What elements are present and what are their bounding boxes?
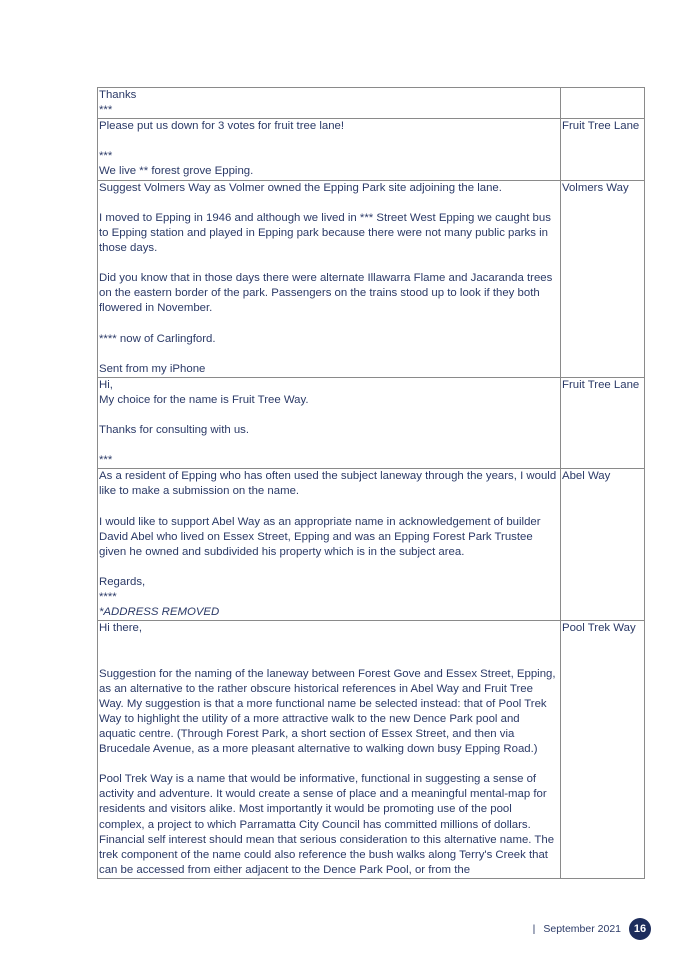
comment-line: *** (99, 104, 113, 117)
comment-line: Please put us down for 3 votes for fruit tree lane! (99, 120, 345, 133)
table-row (98, 621, 645, 879)
comment-paragraph: As a resident of Epping who has often used the subject laneway through the years, I would like to make a submission on the name. (99, 470, 557, 498)
footer-separator: | (532, 923, 536, 935)
submissions-table (97, 87, 645, 879)
comment-line: Thanks for consulting with us. (99, 424, 250, 437)
comment-line: Regards, (99, 576, 146, 588)
comment-cell (98, 469, 561, 621)
comment-paragraph: Did you know that in those days there were alternate Illawarra Flame and Jacaranda trees on the eastern border of the park. Passengers on the trains stood up to look if they both flowered in November. (99, 272, 553, 315)
comment-cell (98, 180, 561, 377)
footer-date: September 2021 (543, 923, 621, 935)
name-suggestion-cell (561, 119, 645, 180)
comment-cell (98, 621, 561, 879)
submissions-table-container (97, 87, 644, 879)
comment-paragraph: I moved to Epping in 1946 and although we lived in *** Street West Epping we caught bus to Epping station and played in Epping park because there were not many public parks in those days. (99, 211, 551, 254)
name-suggestion-cell (561, 377, 645, 469)
comment-line: *** (99, 454, 113, 467)
table-row (98, 469, 645, 621)
name-suggestion-cell (561, 180, 645, 377)
comment-line: Hi, (99, 378, 113, 391)
suggested-name: Volmers Way (562, 181, 629, 194)
page-number-badge: 16 (629, 918, 651, 940)
comment-line: Sent from my iPhone (99, 362, 206, 375)
comment-paragraph: Pool Trek Way is a name that would be informative, functional in suggesting a sense of activity and adventure. It would create a sense of place and a meaningful mental-map for residents and visitors alike. Most importantly it would be promoting use of the pool complex, a project to which Parramatta City Council has committed millions of dollars. Financial self interest should mean that serious consideration to this alternative name. The trek component of the name could also reference the bush walks along Terry's Creek that can be accessed from either adjacent to the Dence Park Pool, or from the (99, 773, 555, 876)
table-row (98, 88, 645, 119)
comment-line: **** (99, 591, 117, 604)
comment-line: *** (99, 150, 113, 163)
name-suggestion-cell (561, 621, 645, 879)
table-row (98, 180, 645, 377)
suggested-name: Fruit Tree Lane (562, 378, 640, 391)
comment-line: My choice for the name is Fruit Tree Way. (99, 393, 309, 406)
table-row (98, 119, 645, 180)
comment-line: We live ** forest grove Epping. (99, 165, 254, 178)
comment-line: **** now of Carlingford. (99, 332, 216, 345)
address-removed-note: *ADDRESS REMOVED (99, 606, 220, 619)
comment-cell (98, 119, 561, 180)
comment-line: Suggest Volmers Way as Volmer owned the Epping Park site adjoining the lane. (99, 181, 502, 194)
table-row (98, 377, 645, 469)
comment-paragraph: I would like to support Abel Way as an appropriate name in acknowledgement of builder David Abel who lived on Essex Street, Epping and was an Epping Forest Park Trustee given he owned and subdivided his property which is in the subject area. (99, 515, 541, 558)
comment-line: Thanks (99, 89, 137, 101)
page-footer (533, 918, 651, 940)
suggested-name: Fruit Tree Lane (562, 120, 640, 133)
comment-line: Hi there, (99, 622, 143, 635)
name-suggestion-cell (561, 469, 645, 621)
comment-cell (98, 377, 561, 469)
suggested-name: Abel Way (562, 470, 611, 483)
suggested-name: Pool Trek Way (562, 622, 636, 635)
name-suggestion-cell (561, 88, 645, 119)
comment-cell (98, 88, 561, 119)
comment-paragraph: Suggestion for the naming of the laneway between Forest Gove and Essex Street, Epping, as an alternative to the rather obscure historical references in Abel Way and Fruit Tree Way. My suggestion is that a more functional name be selected instead: that of Pool Trek Way to highlight the utility of a more attractive walk to the new Dence Park pool and aquatic centre. (Through Forest Park, a short section of Essex Street, and then via Brucedale Avenue, as a more pleasant alternative to walking down busy Epping Road.) (99, 667, 556, 756)
